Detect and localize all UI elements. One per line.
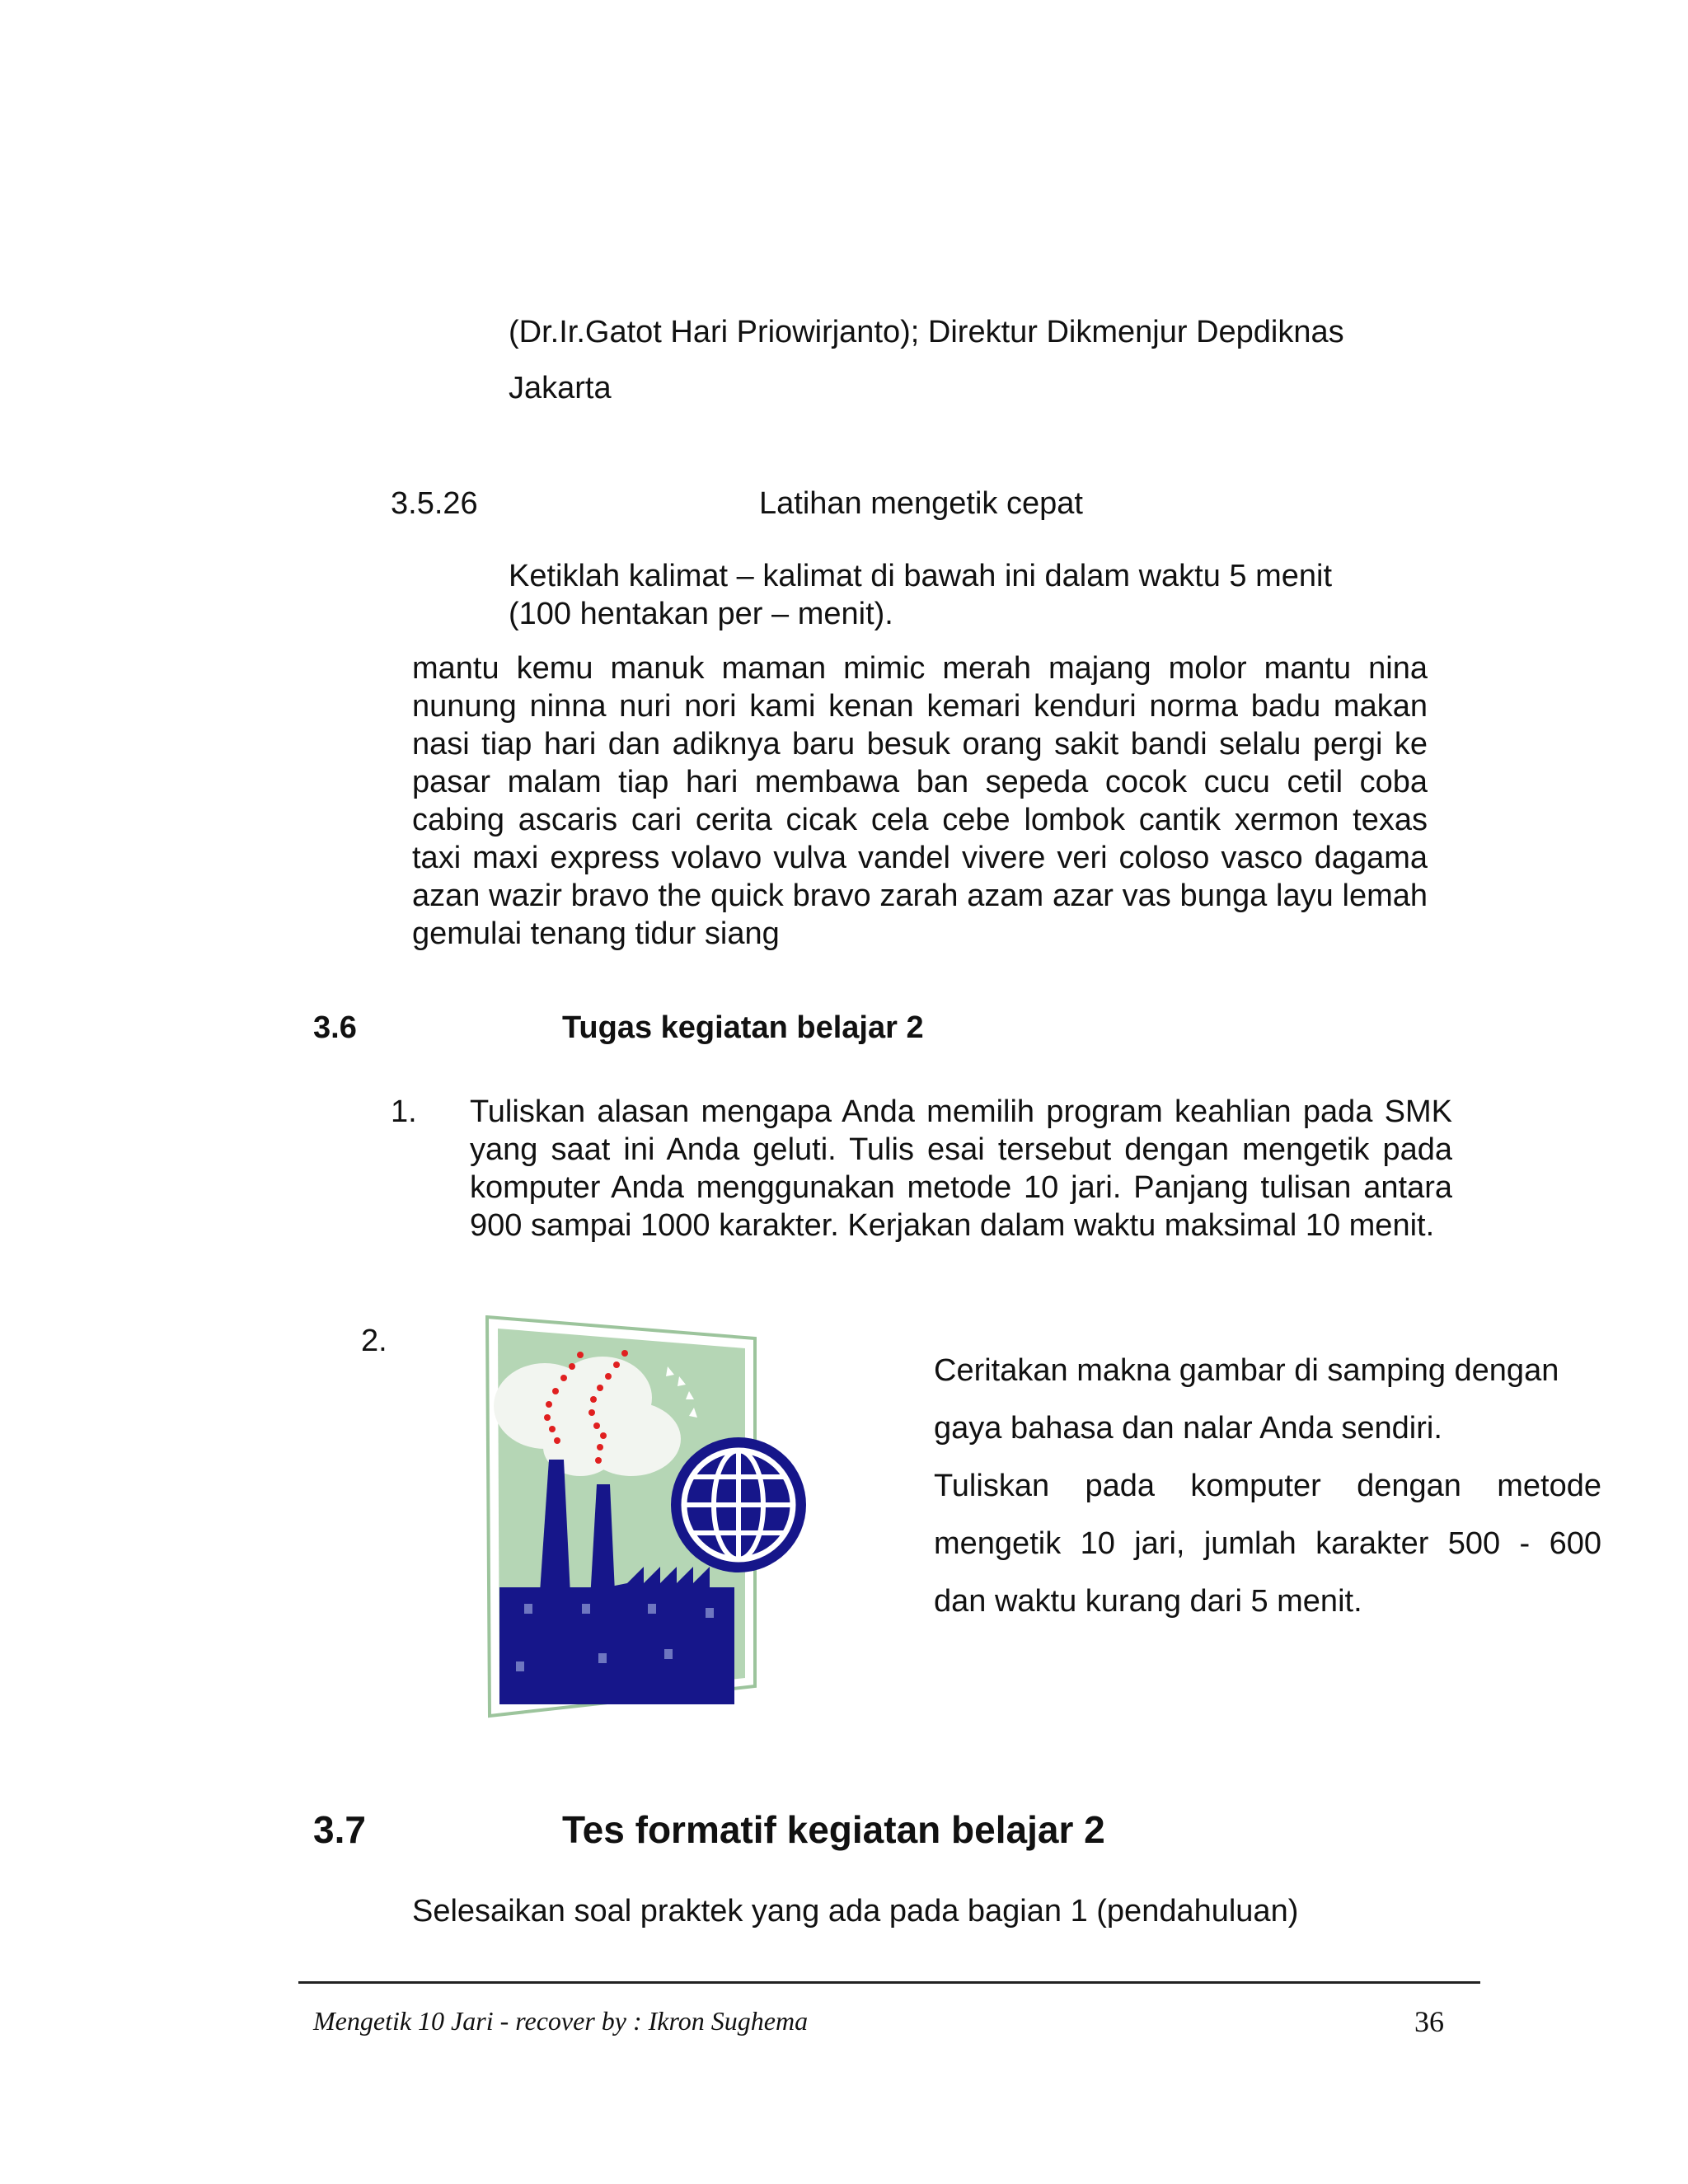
task-2-line-5: dan waktu kurang dari 5 menit. bbox=[934, 1584, 1362, 1619]
task-2-line-1: Ceritakan makna gambar di samping dengan bbox=[934, 1353, 1559, 1388]
page-number: 36 bbox=[1414, 2005, 1444, 2038]
task-2-line-2: gaya bahasa dan nalar Anda sendiri. bbox=[934, 1411, 1442, 1446]
factory-globe-illustration bbox=[483, 1315, 813, 1721]
task-2-text bbox=[934, 1342, 1601, 1630]
section-37-title: Tes formatif kegiatan belajar 2 bbox=[562, 1808, 1105, 1851]
task-1-text: Tuliskan alasan mengapa Anda memilih program keahlian pada SMK yang saat ini Anda geluti. Tulis esai tersebut dengan mengetik pada komputer Anda menggunakan metode 10 jari. Panjang tulisan antara 900 sampai 1000 karakter. Kerjakan dalam waktu maksimal 10 menit. bbox=[470, 1094, 1452, 1243]
subsection-number: 3.5.26 bbox=[391, 486, 478, 521]
footer-caption: Mengetik 10 Jari - recover by : Ikron Sughema bbox=[313, 2006, 809, 2036]
footer-rule bbox=[298, 1981, 1480, 1984]
task-2-number: 2. bbox=[361, 1324, 387, 1358]
section-37-number: 3.7 bbox=[313, 1808, 366, 1851]
subsection-title: Latihan mengetik cepat bbox=[759, 486, 1083, 521]
task-1-number: 1. bbox=[391, 1094, 417, 1129]
section-36-number: 3.6 bbox=[313, 1010, 357, 1045]
instruction-line-2: (100 hentakan per – menit). bbox=[509, 597, 893, 631]
task-2-line-3: Tuliskan pada komputer dengan metode bbox=[934, 1469, 1601, 1503]
attribution-line-2: Jakarta bbox=[509, 371, 612, 405]
globe-icon bbox=[671, 1437, 806, 1572]
task-2-line-4: mengetik 10 jari, jumlah karakter 500 - 600 bbox=[934, 1526, 1601, 1561]
section-36-title: Tugas kegiatan belajar 2 bbox=[562, 1010, 924, 1045]
attribution-line-1: (Dr.Ir.Gatot Hari Priowirjanto); Direktur Dikmenjur Depdiknas bbox=[509, 315, 1344, 349]
instruction-line-1: Ketiklah kalimat – kalimat di bawah ini dalam waktu 5 menit bbox=[509, 559, 1333, 593]
section-37-body: Selesaikan soal praktek yang ada pada bagian 1 (pendahuluan) bbox=[412, 1894, 1299, 1929]
practice-paragraph: mantu kemu manuk maman mimic merah majang molor mantu nina nunung ninna nuri nori kami kenan kemari kenduri norma badu makan nasi tiap hari dan adiknya baru besuk orang sakit bandi selalu pergi ke pasar malam tiap hari membawa ban sepeda cocok cucu cetil coba cabing ascaris cari cerita cicak cela cebe lombok cantik xermon texas taxi maxi express volavo vulva vandel vivere veri coloso vasco dagama azan wazir bravo the quick bravo zarah azam azar vas bunga layu lemah gemulai tenang tidur siang bbox=[412, 651, 1428, 951]
